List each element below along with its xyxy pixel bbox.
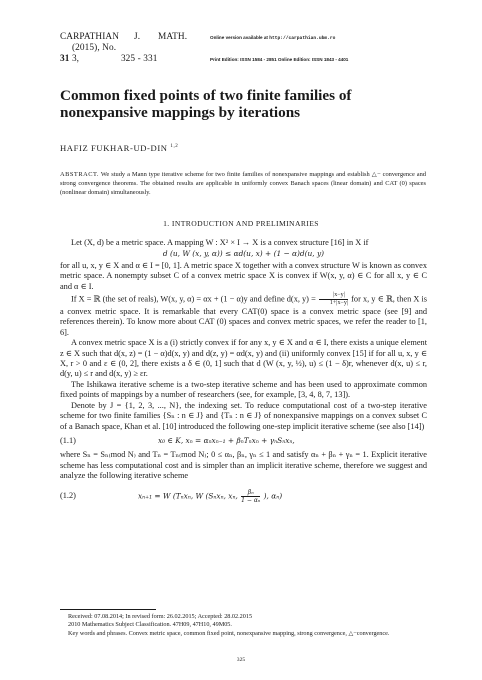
journal-title: CARPATHIAN J. MATH. — [60, 32, 188, 42]
equation-number: (1.1) — [60, 435, 76, 445]
author-name: HAFIZ FUKHAR-UD-DIN $^{1,2}$ — [60, 143, 179, 153]
footnote-rule — [60, 609, 156, 610]
section-heading: 1. INTRODUCTION AND PRELIMINARIES — [163, 219, 319, 228]
journal-url[interactable]: http://carpathian.ubm.ro — [269, 36, 336, 41]
equation-convex-structure: d (u, W (x, y, α)) ≤ αd(u, x) + (1 − α)d(u, y) — [162, 249, 325, 259]
paragraph: A convex metric space X is a (i) strictly convex if for any x, y ∈ X and α ∈ I, there exists a unique element z ∈ X such that d(x, z) = (1 − α)d(x, y) and d(z, y) = αd(x, y) and (ii) uniformly convex [15] if for all u, x, y ∈ X, r > 0 and ε ∈ (0, 2], there exists a δ ∈ (0, 1] such that d (W (x, y, ½), u) ≤ (1 − δ)r, whenever d(x, u) ≤ r, d(y, u) ≤ r and d(x, y) ≥ εr. — [60, 338, 427, 379]
issn-line: Print Edition: ISSN 1584 - 2851 Online Edition: ISSN 1843 - 4401 — [210, 57, 349, 62]
abstract-text: We study a Mann type iterative scheme for two finite families of nonexpansive mappings and establish △− convergence and strong convergence theorems. The obtained results are applicable in uniformly convex Banach spaces (linear domain) and CAT (0) spaces (nonlinear domain) simultaneously. — [60, 171, 426, 196]
abstract — [60, 170, 426, 197]
body-text — [60, 238, 427, 512]
equation-number: (1.2) — [60, 491, 76, 501]
page-number: 325 — [236, 657, 246, 663]
paragraph: Let (X, d) be a metric space. A mapping W : X² × I → X is a convex structure [16] in X if — [71, 238, 369, 247]
paragraph: If X = ℝ (the set of reals), W(x, y, α) = αx + (1 − α)y and define d(x, y) = $\frac{|x-y|}{1+|x-y|}$ for x, y ∈ ℝ, then X is a convex metric space. It is remarkable that every CAT(0) space is a convex metric space (see [9] and references therein). To know more about CAT (0) spaces and convex metric spaces, we refer the reader to [1, 6]. — [60, 292, 427, 337]
keywords: Key words and phrases. Convex metric space, common fixed point, nonexpansive mapping, strong convergence, △−convergence. — [68, 629, 390, 637]
paragraph: Denote by J = {1, 2, 3, ..., N}, the indexing set. To reduce computational cost of a two-step iterative scheme for two finite families {Sₙ : n ∈ J} and {Tₙ : n ∈ J} of nonexpansive mappings on a convex subset C of a Banach space, Khan et al. [10] introduced the following one-step implicit iterative scheme (see also [14]) — [60, 400, 427, 431]
paragraph: The Ishikawa iterative scheme is a two-step iterative scheme and has been used to approximate common fixed points of mappings by a number of researchers (see, for example, [3, 4, 8, 7, 13]). — [60, 379, 427, 400]
paper-title: Common fixed points of two finite families of nonexpansive mappings by iterations — [60, 87, 352, 121]
footnotes — [60, 613, 427, 638]
equation-1-1: (1.1) x₀ ∈ K, xₙ = αₙxₙ₋₁ + βₙTₙxₙ + γₙSₙxₙ, — [60, 435, 295, 445]
equation-1-2: (1.2) xₙ₊₁ = W (Tₙxₙ, W (Sₙxₙ, xₙ, $\frac{\text{βₙ}}{\text{1 − αₙ}}$ ), αₙ) — [60, 489, 283, 505]
paragraph: for all u, x, y ∈ X and α ∈ I = [0, 1]. A metric space X together with a convex structure W is known as convex metric space. A nonempty subset C of a convex metric space X is convex if W(x, y, α) ∈ C for all x, y ∈ C and α ∈ I. — [60, 260, 427, 291]
paragraph: where Sₙ = Sₙ₍mod N₎ and Tₙ = Tₙ₍mod N₎; 0 ≤ αₙ, βₙ, γₙ ≤ 1 and satisfy αₙ + βₙ + γₙ = 1. Explicit iterative scheme has less computational cost and is simpler than an implicit iterative scheme, therefore we suggest and analyze the following iterative scheme — [60, 450, 427, 481]
fraction: $\frac{|x-y|}{1+|x-y|}$ — [319, 292, 348, 307]
abstract-label: ABSTRACT. — [60, 171, 100, 178]
subject-classification: 2010 Mathematics Subject Classification. 47H09, 47H10, 49M05. — [68, 621, 232, 629]
online-version: Online version available at http://carpathian.ubm.ro — [210, 35, 336, 41]
fraction: $\frac{\text{βₙ}}{\text{1 − αₙ}}$ — [241, 489, 261, 505]
journal-header — [60, 32, 430, 64]
received-dates: Received: 07.08.2014; In revised form: 26.02.2015; Accepted: 28.02.2015 — [68, 613, 253, 620]
journal-volume: 31 (2015), No. 3, 325 - 331 — [60, 43, 158, 64]
